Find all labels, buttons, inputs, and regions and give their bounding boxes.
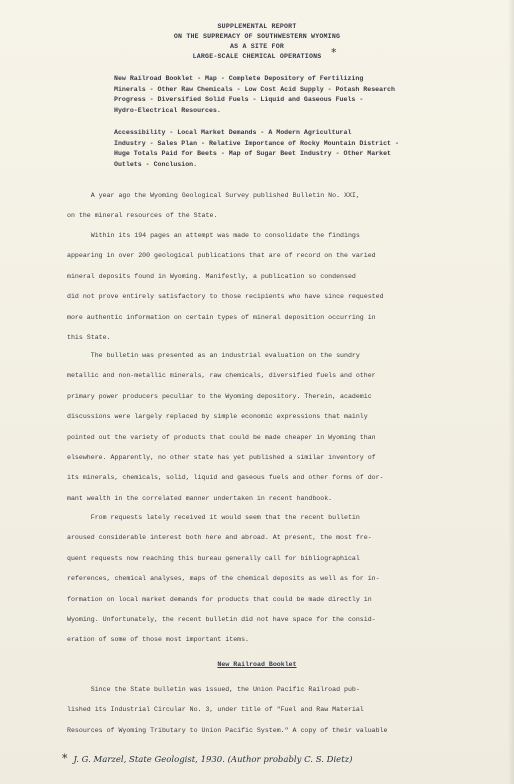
paragraph-line: primary power producers peculiar to the Wyoming depository. Therein, academic xyxy=(67,392,372,400)
paragraph-line: Wyoming. Unfortunately, the recent bulletin did not have space for the consid- xyxy=(67,616,376,624)
paragraph-3 xyxy=(67,346,467,509)
paragraph-line: aroused considerable interest both here and abroad. At present, the most fre- xyxy=(67,534,372,542)
paragraph-line: Resources of Wyoming Tributary to Union Pacific System." A copy of their valuable xyxy=(67,726,388,734)
footnote-text: J. G. Marzel, State Geologist, 1930. (Author probably C. S. Dietz) xyxy=(73,755,353,765)
paragraph-line: From requests lately received it would seem that the recent bulletin xyxy=(67,514,360,521)
summary-block-1 xyxy=(114,74,454,116)
paragraph-line: this State. xyxy=(67,334,111,342)
summary-line: Outlets - Conclusion. xyxy=(114,160,198,168)
paragraph-1 xyxy=(67,186,467,227)
paragraph-2 xyxy=(67,226,467,348)
paragraph-line: mant wealth in the correlated manner undertaken in recent handbook. xyxy=(67,494,333,502)
summary-line: Progress - Diversified Solid Fuels - Liquid and Gaseous Fuels - xyxy=(114,96,364,103)
heading-line-2: ON THE SUPREMACY OF SOUTHWESTERN WYOMING xyxy=(173,33,341,40)
heading-line-3: AS A SITE FOR xyxy=(229,43,285,50)
paragraph-line: metallic and non-metallic minerals, raw chemicals, diversified fuels and other xyxy=(67,372,376,380)
paragraph-line: lished its Industrial Circular No. 3, under title of "Fuel and Raw Material xyxy=(67,706,364,714)
section-subheading: New Railroad Booklet xyxy=(217,661,297,668)
paragraph-line: A year ago the Wyoming Geological Survey published Bulletin No. XXI, xyxy=(67,192,360,199)
paragraph-line: discussions were largely replaced by simple economic expressions that mainly xyxy=(67,413,368,421)
report-heading xyxy=(0,22,514,62)
summary-line: Minerals - Other Raw Chemicals - Low Cost Acid Supply - Potash Research xyxy=(114,85,395,93)
paragraph-line: its minerals, chemicals, solid, liquid and gaseous fuels and other forms of dor- xyxy=(67,474,384,482)
paragraph-line: on the mineral resources of the State. xyxy=(67,212,218,220)
summary-line: Accessibility - Local Market Demands - A Modern Agricultural xyxy=(114,129,352,136)
paragraph-line: Within its 194 pages an attempt was made to consolidate the findings xyxy=(67,232,360,239)
paragraph-line: did not prove entirely satisfactory to those recipients who have since requested xyxy=(67,293,384,301)
paragraph-line: mineral deposits found in Wyoming. Manifestly, a publication so condensed xyxy=(67,272,356,280)
paragraph-4 xyxy=(67,508,467,651)
paragraph-line: quent requests now reaching this bureau generally call for bibliographical xyxy=(67,554,360,562)
summary-line: New Railroad Booklet - Map - Complete Depository of Fertilizing xyxy=(114,75,364,82)
paragraph-line: appearing in over 200 geological publications that are of record on the varied xyxy=(67,252,376,260)
heading-line-1: SUPPLEMENTAL REPORT xyxy=(217,23,297,30)
paragraph-line: more authentic information on certain types of mineral deposition occurring in xyxy=(67,313,376,321)
summary-line: Industry - Sales Plan - Relative Importance of Rocky Mountain District - xyxy=(114,139,399,147)
paragraph-5 xyxy=(67,680,467,741)
footnote-asterisk: * xyxy=(62,752,68,765)
heading-asterisk: * xyxy=(331,46,337,59)
paragraph-line: references, chemical analyses, maps of the chemical deposits as well as for in- xyxy=(67,575,380,583)
summary-line: Hydro-Electrical Resources. xyxy=(114,106,221,114)
heading-line-4: LARGE-SCALE CHEMICAL OPERATIONS xyxy=(192,53,322,60)
paragraph-line: elsewhere. Apparently, no other state has yet published a similar inventory of xyxy=(67,454,376,462)
paragraph-line: Since the State bulletin was issued, the Union Pacific Railroad pub- xyxy=(67,686,360,693)
paragraph-line: formation on local market demands for products that could be made directly in xyxy=(67,595,372,603)
handwritten-footnote xyxy=(62,752,482,765)
paragraph-line: eration of some of those most important items. xyxy=(67,636,250,644)
summary-block-2 xyxy=(114,128,454,170)
paragraph-line: The bulletin was presented as an industrial evaluation on the sundry xyxy=(67,352,360,359)
summary-line: Huge Totals Paid for Beets - Map of Sugar Beet Industry - Other Market xyxy=(114,150,391,157)
paragraph-line: pointed out the variety of products that could be made cheaper in Wyoming than xyxy=(67,433,376,441)
